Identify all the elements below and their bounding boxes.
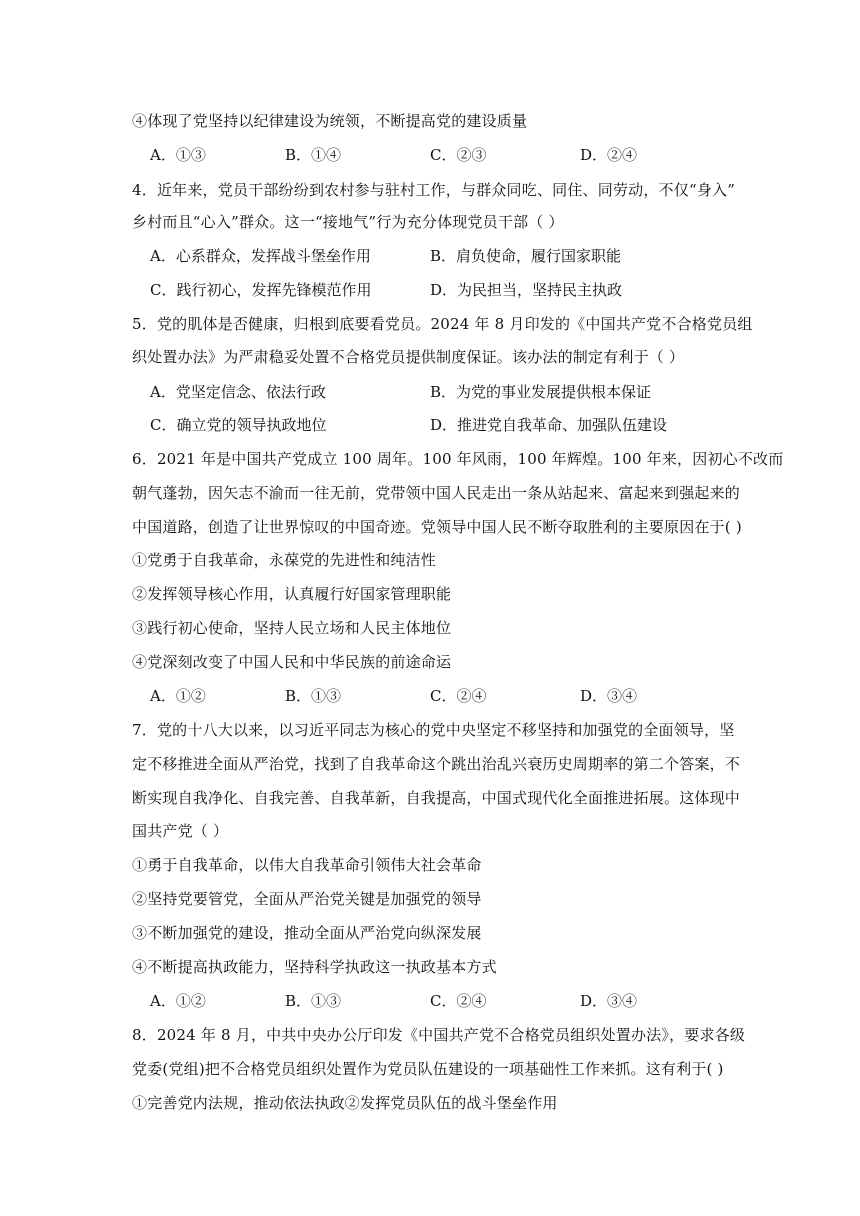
question-5-stem: 5．党的肌体是否健康，归根到底要看党员。2024 年 8 月印发的《中国共产党不合格党员组: [132, 315, 753, 333]
question-7-statement-4: ④不断提高执政能力，坚持科学执政这一执政基本方式: [132, 958, 497, 976]
option-b: B．①③: [285, 687, 342, 705]
option-c: C．②④: [430, 687, 487, 705]
option-a: A．①②: [150, 992, 206, 1010]
question-6-statement-1: ①党勇于自我革命，永葆党的先进性和纯洁性: [132, 551, 437, 569]
question-8-stem: 8．2024 年 8 月，中共中央办公厅印发《中国共产党不合格党员组织处置办法》，要求各级: [132, 1026, 746, 1044]
option-c: C．践行初心，发挥先锋模范作用: [150, 281, 372, 299]
question-4-stem-cont: 乡村而且“心入”群众。这一“接地气”行为充分体现党员干部（ ）: [132, 213, 564, 231]
question-8-statement-1-2: ①完善党内法规，推动依法执政②发挥党员队伍的战斗堡垒作用: [132, 1094, 558, 1112]
question-7-stem-cont-1: 定不移推进全面从严治党，找到了自我革命这个跳出治乱兴衰历史周期率的第二个答案，不: [132, 755, 741, 773]
question-7-statement-2: ②坚持党要管党，全面从严治党关键是加强党的领导: [132, 890, 482, 908]
option-c: C．②④: [430, 992, 487, 1010]
option-a: A．①③: [150, 146, 206, 164]
question-6-statement-2: ②发挥领导核心作用，认真履行好国家管理职能: [132, 585, 452, 603]
question-7-stem-cont-3: 国共产党（ ）: [132, 822, 229, 840]
option-d: D．②④: [580, 146, 638, 164]
question-7-statement-1: ①勇于自我革命，以伟大自我革命引领伟大社会革命: [132, 856, 482, 874]
option-d: D．③④: [580, 687, 638, 705]
option-a: A．①②: [150, 687, 206, 705]
option-b: B．①④: [285, 146, 342, 164]
option-a: A．心系群众，发挥战斗堡垒作用: [150, 247, 371, 265]
question-6-statement-4: ④党深刻改变了中国人民和中华民族的前途命运: [132, 653, 452, 671]
question-7-stem-cont-2: 断实现自我净化、自我完善、自我革新，自我提高，中国式现代化全面推进拓展。这体现中: [132, 789, 741, 807]
option-c: C．②③: [430, 146, 487, 164]
question-4-stem: 4．近年来，党员干部纷纷到农村参与驻村工作，与群众同吃、同住、同劳动，不仅“身入”: [132, 181, 736, 199]
option-b: B．为党的事业发展提供根本保证: [430, 383, 652, 401]
question-7-stem: 7．党的十八大以来，以习近平同志为核心的党中央坚定不移坚持和加强党的全面领导，坚: [132, 721, 735, 739]
question-8-stem-cont: 党委(党组)把不合格党员组织处置作为党员队伍建设的一项基础性工作来抓。这有利于( ): [132, 1060, 724, 1078]
question-6-stem-cont-1: 朝气蓬勃，因矢志不渝而一往无前，党带领中国人民走出一条从站起来、富起来到强起来的: [132, 484, 741, 502]
question-5-stem-cont: 织处置办法》为严肃稳妥处置不合格党员提供制度保证。该办法的制定有利于（ ）: [132, 348, 685, 366]
option-d: D．推进党自我革命、加强队伍建设: [430, 416, 668, 434]
option-d: D．为民担当，坚持民主执政: [430, 281, 623, 299]
option-b: B．肩负使命，履行国家职能: [430, 247, 622, 265]
option-d: D．③④: [580, 992, 638, 1010]
question-6-stem-cont-2: 中国道路，创造了让世界惊叹的中国奇迹。党领导中国人民不断夺取胜利的主要原因在于( ): [132, 518, 742, 536]
option-a: A．党坚定信念、依法行政: [150, 383, 326, 401]
question-7-statement-3: ③不断加强党的建设，推动全面从严治党向纵深发展: [132, 924, 482, 942]
question-6-stem: 6．2021 年是中国共产党成立 100 周年。100 年风雨，100 年辉煌。100 年来，因初心不改而: [132, 450, 784, 468]
option-b: B．①③: [285, 992, 342, 1010]
option-c: C．确立党的领导执政地位: [150, 416, 327, 434]
question-3-statement-4: ④体现了党坚持以纪律建设为统领，不断提高党的建设质量: [132, 112, 528, 130]
question-6-statement-3: ③践行初心使命，坚持人民立场和人民主体地位: [132, 619, 452, 637]
